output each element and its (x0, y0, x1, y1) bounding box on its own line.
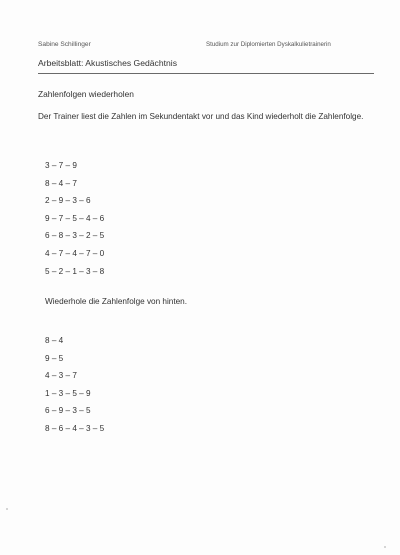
course-name: Studium zur Diplomierten Dyskalkulietrainerin (206, 41, 331, 48)
backward-sequence-list (45, 336, 104, 442)
number-sequence: 8 – 4 (45, 336, 64, 345)
number-sequence: 2 – 9 – 3 – 6 (45, 196, 91, 206)
number-sequence: 4 – 7 – 4 – 7 – 0 (45, 248, 105, 258)
title-divider (38, 73, 374, 74)
worksheet-title: Arbeitsblatt: Akustisches Gedächtnis (38, 58, 178, 68)
author-name: Sabine Schillinger (38, 41, 91, 48)
scan-speck (384, 546, 386, 548)
number-sequence: 5 – 2 – 1 – 3 – 8 (45, 266, 105, 276)
instruction-text: Der Trainer liest die Zahlen im Sekundentakt vor und das Kind wiederholt die Zahlenfolge. (38, 112, 364, 121)
number-sequence: 1 – 3 – 5 – 9 (45, 388, 91, 398)
reverse-instruction-text: Wiederhole die Zahlenfolge von hinten. (45, 297, 188, 306)
number-sequence: 9 – 5 (45, 353, 64, 363)
number-sequence: 9 – 7 – 5 – 4 – 6 (45, 213, 105, 223)
number-sequence: 8 – 6 – 4 – 3 – 5 (45, 423, 105, 433)
number-sequence: 3 – 7 – 9 (45, 161, 77, 170)
number-sequence: 4 – 3 – 7 (45, 371, 77, 381)
scan-speck (6, 508, 8, 510)
forward-sequence-list (45, 161, 104, 284)
section-title: Zahlenfolgen wiederholen (38, 89, 134, 99)
number-sequence: 8 – 4 – 7 (45, 178, 77, 188)
number-sequence: 6 – 9 – 3 – 5 (45, 406, 91, 416)
number-sequence: 6 – 8 – 3 – 2 – 5 (45, 231, 105, 241)
